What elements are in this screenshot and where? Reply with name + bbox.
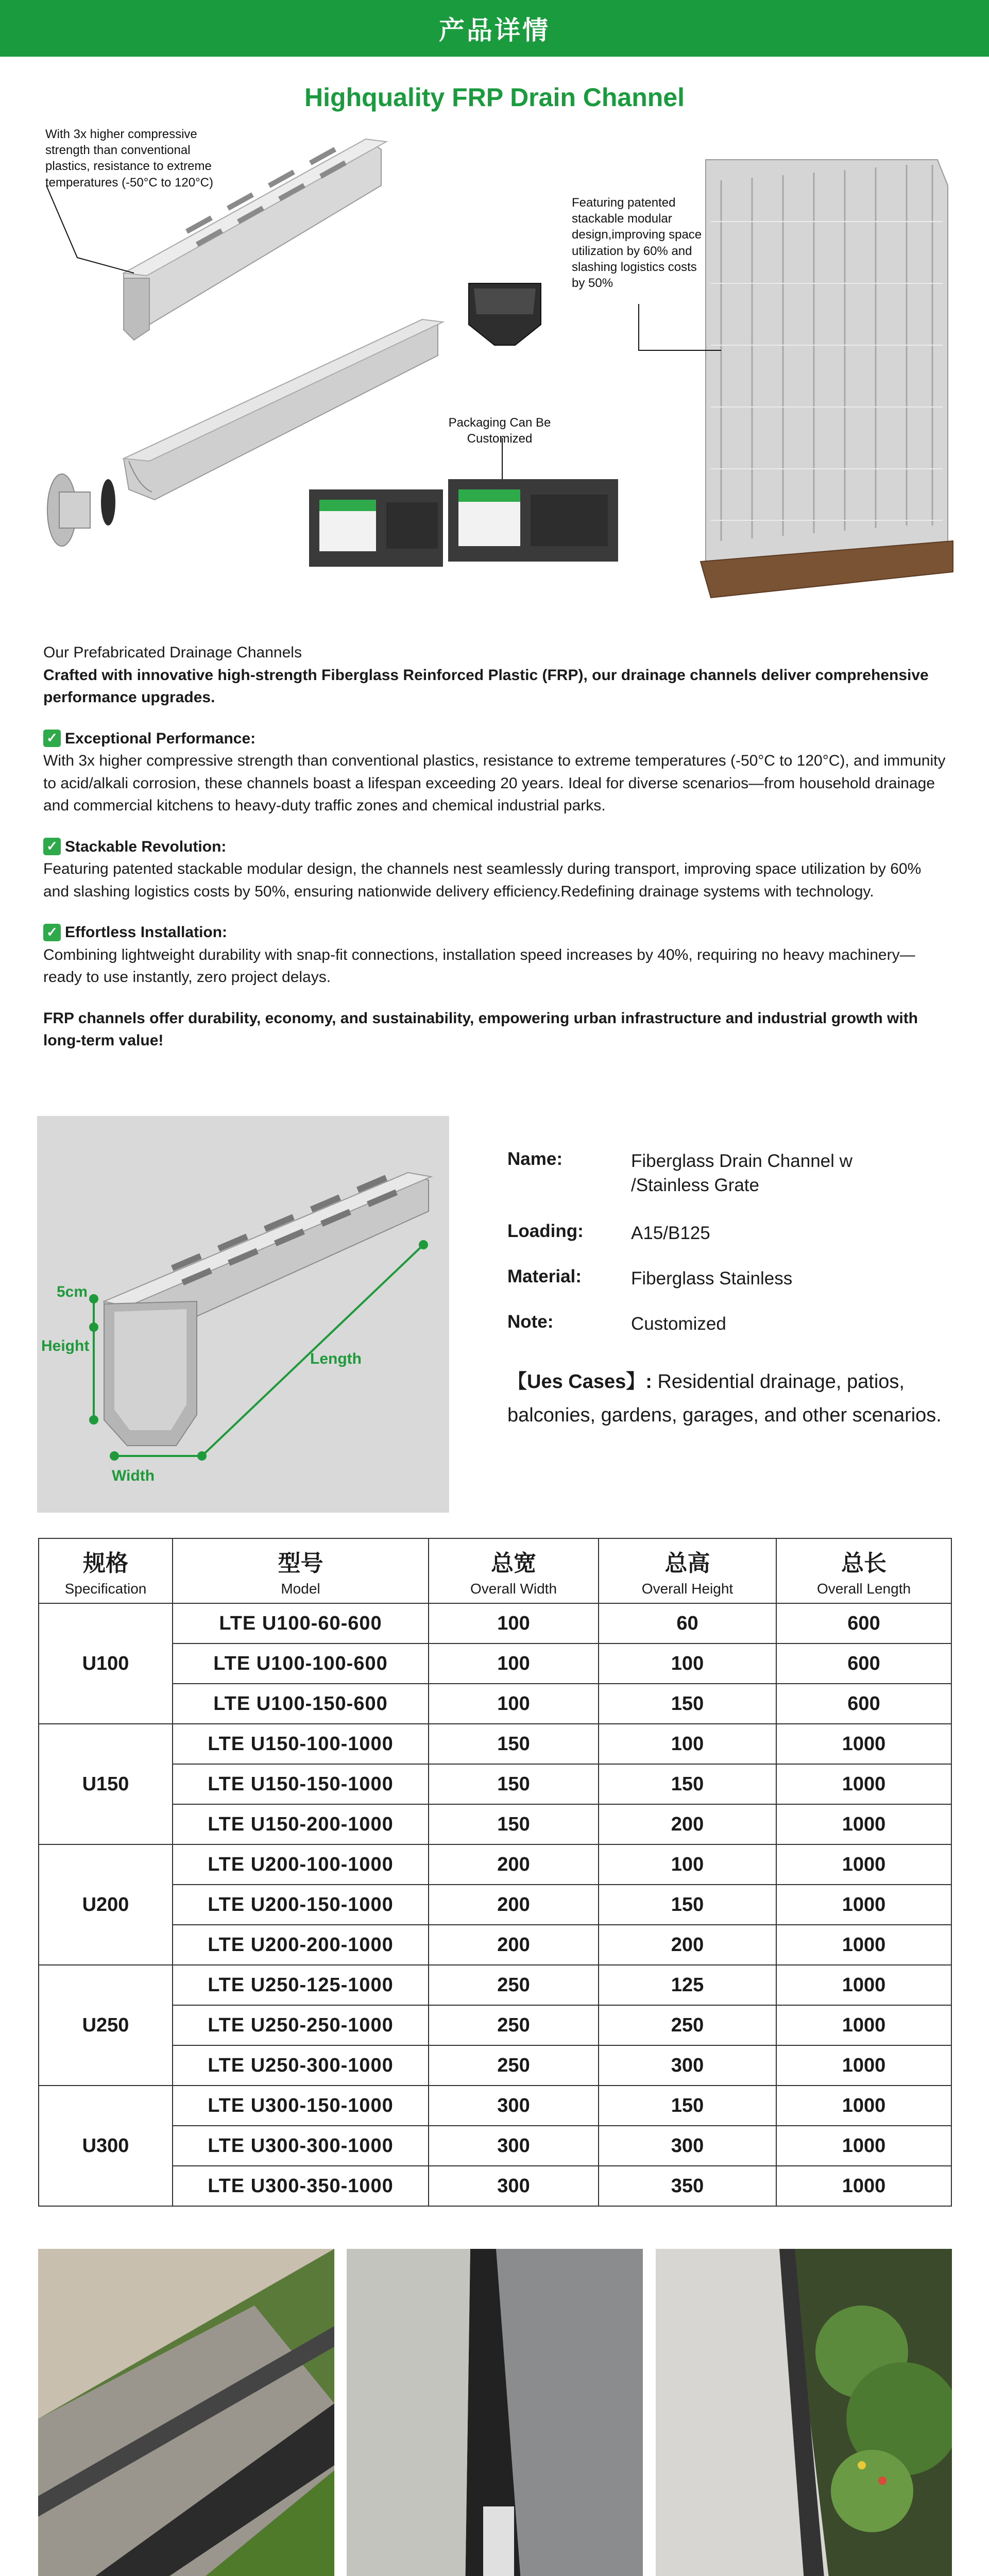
- height-cell: 300: [599, 2126, 776, 2166]
- height-cell: 200: [599, 1804, 776, 1844]
- hero-art: [31, 118, 958, 613]
- model-cell: LTE U150-200-1000: [173, 1804, 429, 1844]
- table-row: [39, 2005, 951, 2045]
- length-cell: 600: [776, 1684, 951, 1724]
- outlet-drawing: [47, 474, 115, 546]
- table-row: [39, 2086, 951, 2126]
- header-length: 总长 Overall Length: [776, 1538, 951, 1603]
- model-cell: LTE U300-150-1000: [173, 2086, 429, 2126]
- open-channel-drawing: [124, 319, 443, 500]
- width-cell: 250: [429, 2005, 599, 2045]
- height-cell: 150: [599, 2086, 776, 2126]
- gallery-photo: [38, 2249, 334, 2576]
- table-header-row: [39, 1538, 951, 1603]
- length-cell: 1000: [776, 1844, 951, 1885]
- use-cases-text: Residential drainage, patios, balconies, gardens, garages, and other scenarios.: [507, 1371, 942, 1426]
- spec-label: Material:: [507, 1266, 582, 1286]
- table-row: [39, 2126, 951, 2166]
- label-length: Length: [310, 1350, 362, 1367]
- table-row: [39, 1764, 951, 1804]
- label-height: Height: [41, 1337, 90, 1354]
- length-cell: 1000: [776, 2126, 951, 2166]
- use-cases: [507, 1365, 956, 1432]
- table-row: [39, 2045, 951, 2086]
- length-cell: 1000: [776, 1804, 951, 1844]
- hero-illustration: [31, 118, 958, 613]
- model-cell: LTE U300-350-1000: [173, 2166, 429, 2206]
- table-row: [39, 1724, 951, 1764]
- spec-value: Customized: [631, 1314, 726, 1334]
- height-cell: 350: [599, 2166, 776, 2206]
- model-cell: LTE U100-60-600: [173, 1603, 429, 1643]
- label-width: Width: [112, 1467, 155, 1484]
- height-cell: 200: [599, 1925, 776, 1965]
- length-cell: 600: [776, 1643, 951, 1684]
- table-row: [39, 1844, 951, 1885]
- width-cell: 250: [429, 2045, 599, 2086]
- spec-name-row: [507, 1149, 852, 1198]
- product-photo: [37, 1116, 449, 1513]
- feature-text: Featuring patented stackable modular design, the channels nest seamlessly during transport, improving space utilization by 60% and slashing logistics costs by 50%, ensuring nationwide delivery efficiency.Redefining drainage systems with technology.: [43, 860, 922, 900]
- width-cell: 300: [429, 2086, 599, 2126]
- callout-stackable: Featuring patented stackable modular design,improving space utilization by 60% and slashing logistics costs by 50%: [572, 196, 702, 290]
- height-cell: 150: [599, 1684, 776, 1724]
- height-cell: 60: [599, 1603, 776, 1643]
- table-row: [39, 1925, 951, 1965]
- table-row: [39, 1643, 951, 1684]
- height-cell: 100: [599, 1724, 776, 1764]
- feature-installation: [43, 921, 950, 989]
- length-cell: 1000: [776, 1925, 951, 1965]
- page-banner: [0, 0, 989, 57]
- stacked-pallet-drawing: [701, 160, 953, 598]
- model-cell: LTE U150-150-1000: [173, 1764, 429, 1804]
- spec-note-row: [507, 1312, 726, 1336]
- check-icon: ✓: [43, 838, 61, 855]
- table-row: [39, 1684, 951, 1724]
- callout-packaging: Packaging Can Be Customized: [448, 416, 551, 446]
- feature-performance: [43, 727, 950, 817]
- length-cell: 1000: [776, 2005, 951, 2045]
- spec-label: Note:: [507, 1312, 554, 1332]
- table-row: [39, 1885, 951, 1925]
- height-cell: 100: [599, 1844, 776, 1885]
- header-model: 型号 Model: [173, 1538, 429, 1603]
- closing-statement: FRP channels offer durability, economy, and sustainability, empowering urban infrastructure and industrial growth with long-term value!: [43, 1009, 918, 1049]
- table-row: [39, 2166, 951, 2206]
- height-cell: 250: [599, 2005, 776, 2045]
- width-cell: 250: [429, 1965, 599, 2005]
- model-cell: LTE U250-300-1000: [173, 2045, 429, 2086]
- width-cell: 100: [429, 1643, 599, 1684]
- spec-value: Fiberglass Stainless: [631, 1268, 793, 1289]
- gallery-photo: [656, 2249, 952, 2576]
- feature-text: With 3x higher compressive strength than conventional plastics, resistance to extreme temperatures (-50°C to 120°C), and immunity to acid/alkali corrosion, these channels boast a lifespan exceeding 20 years. Ideal for diverse scenarios—from household drainage and commercial kitchens to heavy-duty traffic zones and chemical industrial parks.: [43, 752, 946, 814]
- feature-title: Effortless Installation:: [65, 924, 228, 941]
- spec-cell: U300: [39, 2086, 173, 2206]
- width-cell: 150: [429, 1724, 599, 1764]
- header-height: 总高 Overall Height: [599, 1538, 776, 1603]
- table-row: [39, 1965, 951, 2005]
- length-cell: 1000: [776, 1764, 951, 1804]
- length-cell: 1000: [776, 2086, 951, 2126]
- feature-text: Combining lightweight durability with snap-fit connections, installation speed increases by 40%, requiring no heavy machinery—ready to use instantly, zero project delays.: [43, 946, 915, 986]
- width-cell: 300: [429, 2126, 599, 2166]
- spec-material-row: [507, 1266, 792, 1291]
- header-width: 总宽 Overall Width: [429, 1538, 599, 1603]
- spec-loading-row: [507, 1221, 710, 1245]
- check-icon: ✓: [43, 924, 61, 941]
- spec-label: Loading:: [507, 1221, 584, 1241]
- width-cell: 100: [429, 1603, 599, 1643]
- spec-cell: U150: [39, 1724, 173, 1844]
- dimension-table: [38, 1538, 952, 2207]
- model-cell: LTE U250-250-1000: [173, 2005, 429, 2045]
- model-cell: LTE U100-100-600: [173, 1643, 429, 1684]
- spec-value: Fiberglass Drain Channel w /Stainless Grate: [631, 1151, 852, 1196]
- packaging-drawing: [309, 479, 618, 567]
- feature-title: Exceptional Performance:: [65, 730, 256, 747]
- spec-cell: U200: [39, 1844, 173, 1965]
- length-cell: 1000: [776, 1724, 951, 1764]
- model-cell: LTE U150-100-1000: [173, 1724, 429, 1764]
- end-cap-drawing: [469, 283, 541, 345]
- dimension-diagram: [37, 1116, 449, 1513]
- callout-strength: With 3x higher compressive strength than conventional plastics, resistance to extreme temperatures (-50°C to 120°C): [45, 127, 213, 190]
- height-cell: 125: [599, 1965, 776, 2005]
- feature-stackable: [43, 836, 950, 903]
- length-cell: 1000: [776, 2045, 951, 2086]
- model-cell: LTE U200-150-1000: [173, 1885, 429, 1925]
- width-cell: 150: [429, 1764, 599, 1804]
- intro-text: Crafted with innovative high-strength Fiberglass Reinforced Plastic (FRP), our drainage channels deliver comprehensive performance upgrades.: [43, 666, 929, 706]
- width-cell: 200: [429, 1844, 599, 1885]
- length-cell: 1000: [776, 1885, 951, 1925]
- model-cell: LTE U100-150-600: [173, 1684, 429, 1724]
- length-cell: 600: [776, 1603, 951, 1643]
- width-cell: 100: [429, 1684, 599, 1724]
- width-cell: 300: [429, 2166, 599, 2206]
- spec-cell: U100: [39, 1603, 173, 1724]
- check-icon: ✓: [43, 730, 61, 747]
- installation-gallery: [38, 2249, 952, 2576]
- model-cell: LTE U200-100-1000: [173, 1844, 429, 1885]
- spec-value: A15/B125: [631, 1223, 710, 1243]
- product-description: [43, 641, 950, 1052]
- width-cell: 200: [429, 1925, 599, 1965]
- width-cell: 200: [429, 1885, 599, 1925]
- length-cell: 1000: [776, 1965, 951, 2005]
- table-row: [39, 1603, 951, 1643]
- label-5cm: 5cm: [57, 1283, 88, 1300]
- banner-title: 产品详情: [439, 15, 550, 45]
- header-spec: 规格 Specification: [39, 1538, 173, 1603]
- height-cell: 150: [599, 1764, 776, 1804]
- width-cell: 150: [429, 1804, 599, 1844]
- gallery-photo: [347, 2249, 643, 2576]
- intro-title: Our Prefabricated Drainage Channels: [43, 644, 302, 661]
- model-cell: LTE U300-300-1000: [173, 2126, 429, 2166]
- height-cell: 300: [599, 2045, 776, 2086]
- model-cell: LTE U200-200-1000: [173, 1925, 429, 1965]
- height-cell: 150: [599, 1885, 776, 1925]
- spec-cell: U250: [39, 1965, 173, 2086]
- model-cell: LTE U250-125-1000: [173, 1965, 429, 2005]
- use-cases-label: 【Ues Cases】:: [507, 1371, 652, 1393]
- page-title: Highquality FRP Drain Channel: [304, 83, 685, 112]
- height-cell: 100: [599, 1643, 776, 1684]
- length-cell: 1000: [776, 2166, 951, 2206]
- spec-label: Name:: [507, 1149, 562, 1169]
- feature-title: Stackable Revolution:: [65, 838, 227, 855]
- table-row: [39, 1804, 951, 1844]
